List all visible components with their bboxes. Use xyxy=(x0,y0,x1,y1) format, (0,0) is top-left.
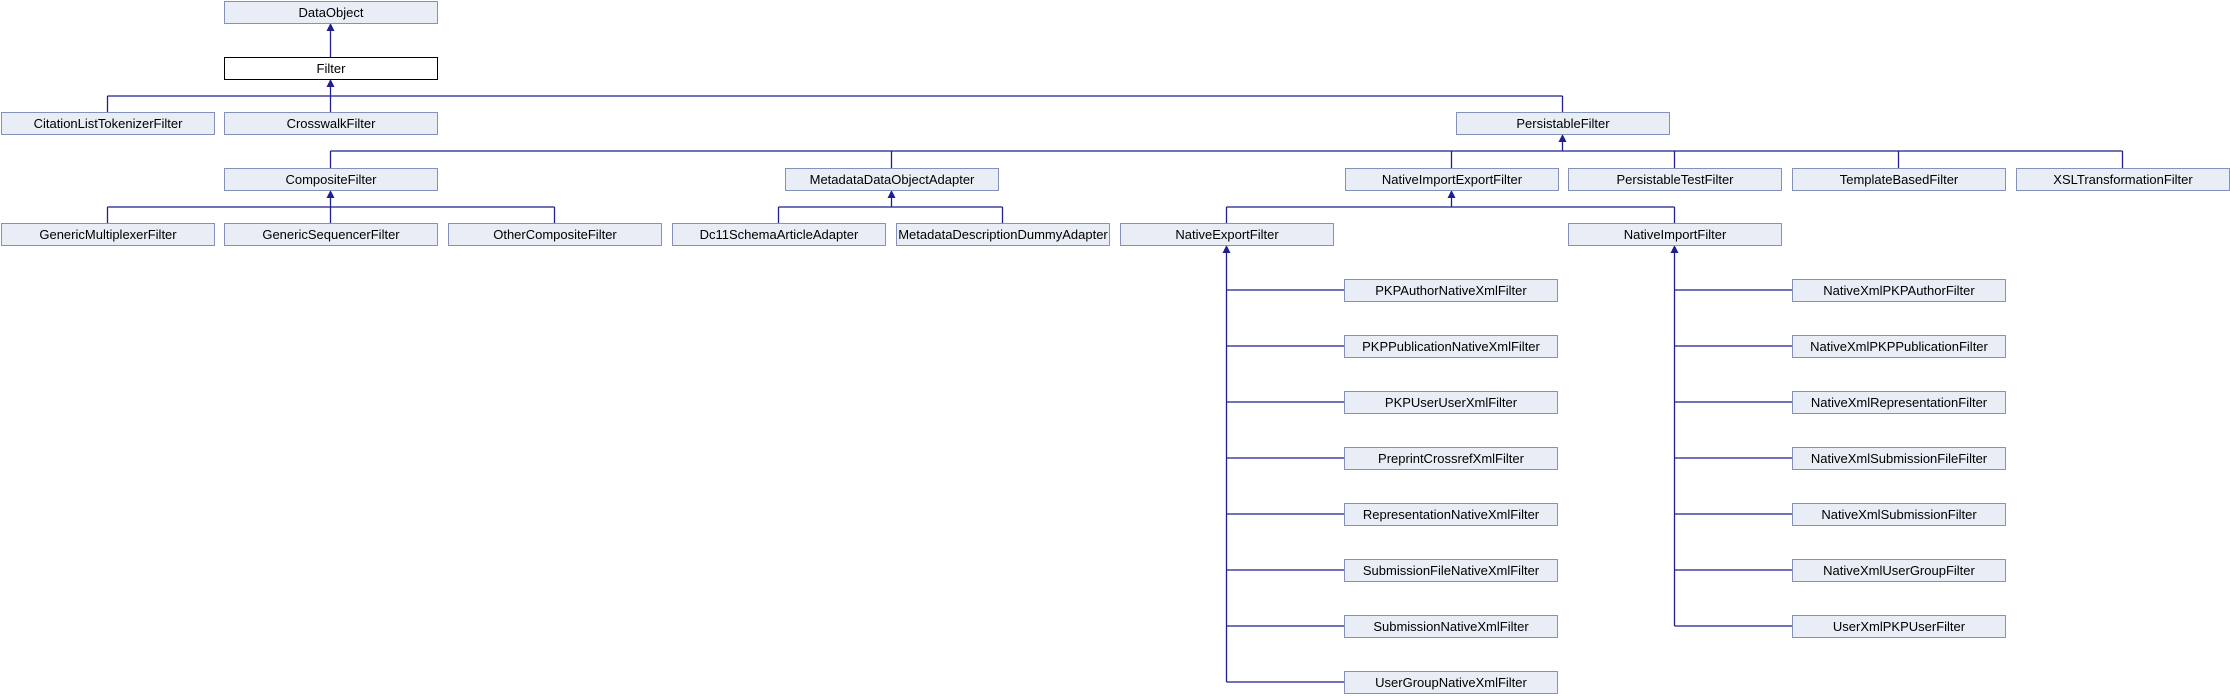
inheritance-arrowhead xyxy=(327,23,335,31)
class-node-nativeimportfilter[interactable] xyxy=(1569,224,1782,246)
class-node-xsltransformationfilter[interactable] xyxy=(2017,169,2230,191)
class-label: PKPPublicationNativeXmlFilter xyxy=(1362,339,1540,354)
class-label: GenericMultiplexerFilter xyxy=(39,227,177,242)
class-node-dataobject[interactable] xyxy=(225,2,438,24)
class-node-filter[interactable] xyxy=(225,58,438,80)
class-label: CrosswalkFilter xyxy=(286,116,376,131)
class-node-pkppublicationnativexmlfilter[interactable] xyxy=(1345,336,1558,358)
class-node-preprintcrossrefxmlfilter[interactable] xyxy=(1345,448,1558,470)
class-label: PersistableFilter xyxy=(1516,116,1610,131)
class-node-usergroupnativexmlfilter[interactable] xyxy=(1345,672,1558,694)
class-node-othercompositefilter[interactable] xyxy=(449,224,662,246)
class-label: SubmissionNativeXmlFilter xyxy=(1373,619,1529,634)
class-label: CitationListTokenizerFilter xyxy=(33,116,183,131)
inheritance-arrowhead xyxy=(327,190,335,198)
class-label: MetadataDataObjectAdapter xyxy=(809,172,975,187)
inheritance-arrowhead xyxy=(1559,134,1567,142)
edge-group-nativeexportfilter xyxy=(1223,245,1345,682)
class-node-templatebasedfilter[interactable] xyxy=(1793,169,2006,191)
class-node-genericmultiplexerfilter[interactable] xyxy=(2,224,215,246)
class-label: Dc11SchemaArticleAdapter xyxy=(699,227,859,242)
class-node-metadatadescriptiondummyadapter[interactable] xyxy=(897,224,1110,246)
class-label: XSLTransformationFilter xyxy=(2053,172,2193,187)
inheritance-arrowhead xyxy=(327,79,335,87)
inheritance-arrowhead xyxy=(1223,245,1231,253)
class-label: SubmissionFileNativeXmlFilter xyxy=(1362,563,1540,578)
class-label: Filter xyxy=(316,61,346,76)
class-label: NativeXmlPKPPublicationFilter xyxy=(1810,339,1988,354)
class-node-submissionnativexmlfilter[interactable] xyxy=(1345,616,1558,638)
class-node-nativexmlrepresentationfilter[interactable] xyxy=(1793,392,2006,414)
edge-group-compositefilter xyxy=(108,190,555,223)
class-label: UserGroupNativeXmlFilter xyxy=(1375,675,1527,690)
class-node-persistablefilter[interactable] xyxy=(1457,113,1670,135)
class-node-genericsequencerfilter[interactable] xyxy=(225,224,438,246)
class-node-pkpuseruserxmlfilter[interactable] xyxy=(1345,392,1558,414)
class-label: NativeXmlPKPAuthorFilter xyxy=(1823,283,1975,298)
inheritance-arrowhead xyxy=(1671,245,1679,253)
class-node-nativexmlusergroupfilter[interactable] xyxy=(1793,560,2006,582)
edge-group-filter xyxy=(108,79,1563,112)
class-node-citationlisttokenizerfilter[interactable] xyxy=(2,113,215,135)
inheritance-arrowhead xyxy=(1448,190,1456,198)
class-node-userxmlpkpuserfilter[interactable] xyxy=(1793,616,2006,638)
class-label: NativeExportFilter xyxy=(1175,227,1279,242)
class-node-compositefilter[interactable] xyxy=(225,169,438,191)
class-node-nativexmlsubmissionfilefilter[interactable] xyxy=(1793,448,2006,470)
class-node-nativexmlpkppublicationfilter[interactable] xyxy=(1793,336,2006,358)
class-node-submissionfilenativexmlfilter[interactable] xyxy=(1345,560,1558,582)
class-label: PKPUserUserXmlFilter xyxy=(1384,395,1518,410)
class-label: DataObject xyxy=(298,5,364,20)
edge-group-persistablefilter xyxy=(331,134,2123,168)
class-label: NativeImportFilter xyxy=(1623,227,1727,242)
class-node-nativexmlpkpauthorfilter[interactable] xyxy=(1793,280,2006,302)
class-label: RepresentationNativeXmlFilter xyxy=(1362,507,1540,522)
class-label: TemplateBasedFilter xyxy=(1839,172,1959,187)
class-label: PersistableTestFilter xyxy=(1616,172,1734,187)
class-label: PKPAuthorNativeXmlFilter xyxy=(1375,283,1527,298)
class-node-nativeimportexportfilter[interactable] xyxy=(1346,169,1559,191)
class-label: OtherCompositeFilter xyxy=(493,227,617,242)
class-label: MetadataDescriptionDummyAdapter xyxy=(898,227,1108,242)
class-label: UserXmlPKPUserFilter xyxy=(1832,619,1966,634)
class-label: NativeXmlSubmissionFileFilter xyxy=(1810,451,1988,466)
class-label: NativeXmlRepresentationFilter xyxy=(1810,395,1988,410)
class-label: CompositeFilter xyxy=(285,172,377,187)
edge-group-nativeimportexportfilter xyxy=(1227,190,1675,223)
class-node-dc11schemaarticleadapter[interactable] xyxy=(673,224,886,246)
class-label: NativeImportExportFilter xyxy=(1381,172,1523,187)
class-label: NativeXmlSubmissionFilter xyxy=(1821,507,1977,522)
class-node-nativexmlsubmissionfilter[interactable] xyxy=(1793,504,2006,526)
class-node-nativeexportfilter[interactable] xyxy=(1121,224,1334,246)
inheritance-arrowhead xyxy=(888,190,896,198)
edge-group-dataobject xyxy=(327,23,335,57)
class-node-crosswalkfilter[interactable] xyxy=(225,113,438,135)
edge-group-metadatadataobjectadapter xyxy=(779,190,1003,223)
class-node-representationnativexmlfilter[interactable] xyxy=(1345,504,1558,526)
class-nodes xyxy=(2,2,2230,694)
class-node-pkpauthornativexmlfilter[interactable] xyxy=(1345,280,1558,302)
class-label: PreprintCrossrefXmlFilter xyxy=(1378,451,1524,466)
class-node-persistabletestfilter[interactable] xyxy=(1569,169,1782,191)
edge-group-nativeimportfilter xyxy=(1671,245,1793,626)
class-label: NativeXmlUserGroupFilter xyxy=(1823,563,1975,578)
class-node-metadatadataobjectadapter[interactable] xyxy=(786,169,999,191)
class-label: GenericSequencerFilter xyxy=(262,227,400,242)
